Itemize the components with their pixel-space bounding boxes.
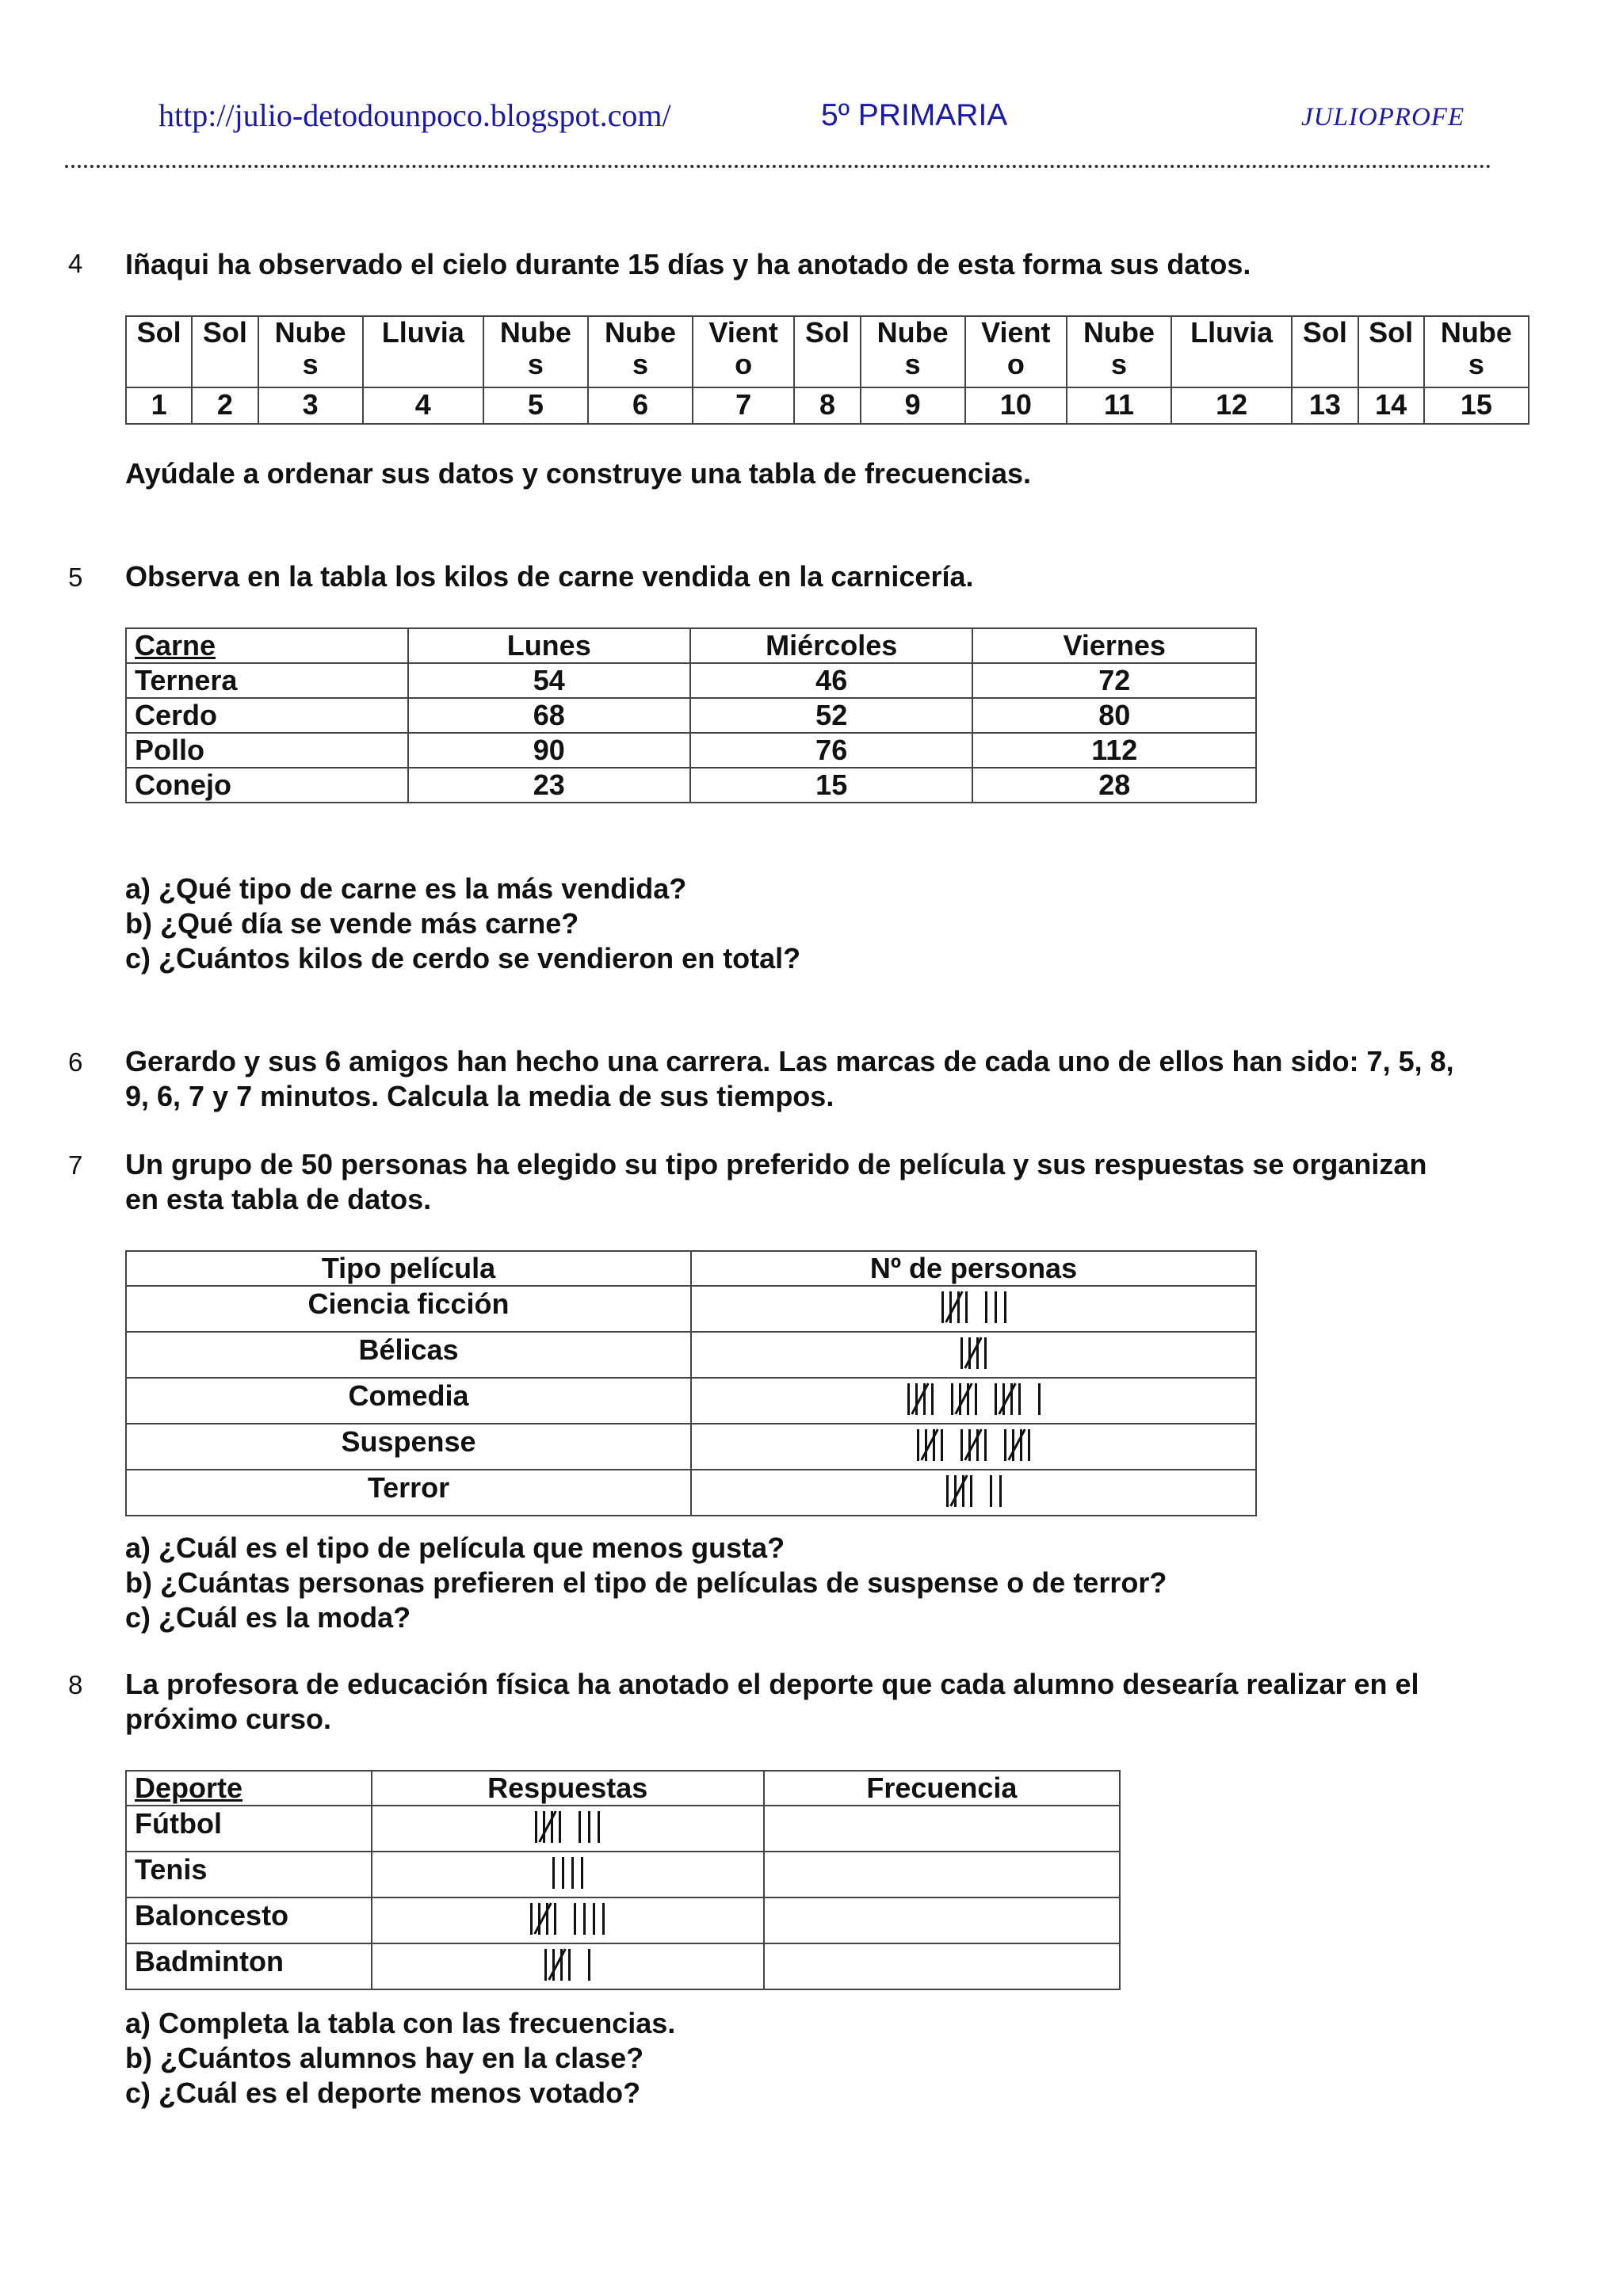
weather-day-number: 4	[363, 387, 483, 424]
meat-value: 80	[972, 698, 1256, 733]
movie-row	[126, 1332, 1256, 1378]
sport-label: Tenis	[126, 1852, 372, 1897]
question-7-line-1: Un grupo de 50 personas ha elegido su tipo preferido de película y sus respuestas se organizan	[125, 1148, 1427, 1180]
weather-label: Vient o	[965, 316, 1067, 387]
header-author: JULIOPROFE	[1301, 103, 1465, 132]
sport-tally	[372, 1897, 764, 1943]
meat-header-miercoles: Miércoles	[690, 628, 973, 663]
tally-marks	[946, 1474, 1002, 1508]
tally-stroke	[602, 1903, 605, 1935]
meat-value: 68	[408, 698, 690, 733]
tally-stroke	[931, 1383, 934, 1415]
weather-day-number: 1	[126, 387, 192, 424]
tally-stroke	[960, 1429, 963, 1461]
tally-stroke	[562, 1857, 564, 1889]
tally-stroke	[583, 1903, 586, 1935]
movie-header-people: Nº de personas	[691, 1251, 1256, 1286]
tally-group-of-five	[544, 1949, 571, 1981]
weather-day-number: 2	[192, 387, 258, 424]
tally-stroke	[984, 1429, 987, 1461]
movie-label: Terror	[126, 1470, 691, 1516]
meat-value: 76	[690, 733, 973, 768]
question-6-number: 6	[68, 1047, 83, 1077]
weather-day-number: 15	[1424, 387, 1529, 424]
meat-value: 72	[972, 663, 1256, 698]
weather-day-number: 8	[794, 387, 860, 424]
tally-stroke	[588, 1949, 590, 1981]
question-8-b: b) ¿Cuántos alumnos hay en la clase?	[125, 2042, 644, 2074]
tally-stroke	[1018, 1383, 1021, 1415]
tally-marks	[552, 1855, 583, 1890]
tally-remainder	[579, 1811, 600, 1843]
tally-stroke	[1004, 1291, 1006, 1323]
tally-stroke	[1004, 1429, 1006, 1461]
weather-day-number: 5	[483, 387, 588, 424]
question-5-text: Observa en la tabla los kilos de carne vendida en la carnicería.	[125, 560, 974, 593]
question-7-a: a) ¿Cuál es el tipo de película que menos gusta?	[125, 1531, 785, 1564]
tally-stroke	[917, 1429, 919, 1461]
meat-row	[126, 698, 1256, 733]
tally-group-of-five	[1004, 1429, 1030, 1461]
tally-cross-stroke	[945, 1291, 963, 1322]
meat-value: 28	[972, 768, 1256, 803]
movie-tally	[691, 1378, 1256, 1424]
weather-days-row	[126, 387, 1529, 424]
weather-table	[125, 315, 1529, 425]
tally-cross-stroke	[964, 1428, 982, 1460]
tally-stroke	[554, 1903, 556, 1935]
tally-marks	[960, 1336, 987, 1371]
question-7-line-2: en esta tabla de datos.	[125, 1183, 432, 1215]
question-7-b: b) ¿Cuántas personas prefieren el tipo de películas de suspense o de terror?	[125, 1566, 1167, 1599]
tally-cross-stroke	[1007, 1428, 1025, 1460]
tally-group-of-five	[941, 1291, 968, 1323]
question-7-number: 7	[68, 1150, 83, 1180]
question-8-line-1: La profesora de educación física ha anotado el deporte que cada alumno desearía realizar en el	[125, 1668, 1419, 1700]
sport-frequency-blank[interactable]	[764, 1943, 1120, 1989]
weather-label: Nube s	[483, 316, 588, 387]
tally-remainder	[588, 1949, 590, 1981]
sport-tally	[372, 1943, 764, 1989]
sport-frequency-blank[interactable]	[764, 1806, 1120, 1852]
tally-stroke	[984, 1337, 987, 1369]
weather-label: Sol	[794, 316, 860, 387]
weather-day-number: 14	[1358, 387, 1424, 424]
sport-header-deporte: Deporte	[126, 1771, 372, 1806]
weather-day-number: 3	[258, 387, 363, 424]
tally-cross-stroke	[998, 1383, 1016, 1414]
meat-header-carne: Carne	[126, 628, 408, 663]
sport-tally	[372, 1806, 764, 1852]
tally-stroke	[960, 1337, 963, 1369]
sport-row	[126, 1897, 1120, 1943]
tally-cross-stroke	[954, 1383, 972, 1414]
tally-marks	[907, 1382, 1041, 1417]
tally-stroke	[571, 1857, 574, 1889]
sport-label: Badminton	[126, 1943, 372, 1989]
movie-row	[126, 1470, 1256, 1516]
tally-stroke	[995, 1383, 997, 1415]
meat-header-viernes: Viernes	[972, 628, 1256, 663]
weather-labels-row	[126, 316, 1529, 387]
meat-value: 15	[690, 768, 973, 803]
weather-day-number: 6	[588, 387, 693, 424]
movie-row	[126, 1286, 1256, 1332]
tally-stroke	[941, 1291, 944, 1323]
tally-cross-stroke	[548, 1948, 567, 1980]
tally-marks	[941, 1290, 1006, 1325]
tally-stroke	[574, 1903, 576, 1935]
tally-stroke	[581, 1857, 583, 1889]
tally-stroke	[951, 1383, 953, 1415]
question-5-b: b) ¿Qué día se vende más carne?	[125, 907, 579, 940]
tally-stroke	[593, 1903, 595, 1935]
tally-remainder	[574, 1903, 605, 1935]
tally-group-of-five	[951, 1383, 977, 1415]
weather-label: Sol	[126, 316, 192, 387]
weather-label: Nube s	[861, 316, 965, 387]
movie-tally	[691, 1424, 1256, 1470]
question-6-line-2: 9, 6, 7 y 7 minutos. Calcula la media de sus tiempos.	[125, 1080, 834, 1112]
meat-label: Pollo	[126, 733, 408, 768]
question-8-number: 8	[68, 1670, 83, 1699]
meat-label: Conejo	[126, 768, 408, 803]
meat-value: 52	[690, 698, 973, 733]
question-7-c: c) ¿Cuál es la moda?	[125, 1601, 411, 1634]
movie-header-row	[126, 1251, 1256, 1286]
weather-label: Vient o	[693, 316, 794, 387]
weather-label: Nube s	[258, 316, 363, 387]
tally-stroke	[985, 1291, 987, 1323]
meat-label: Cerdo	[126, 698, 408, 733]
question-8-line-2: próximo curso.	[125, 1703, 332, 1735]
tally-stroke	[907, 1383, 910, 1415]
movie-row	[126, 1424, 1256, 1470]
question-8-c: c) ¿Cuál es el deporte menos votado?	[125, 2077, 641, 2109]
tally-stroke	[588, 1811, 590, 1843]
sport-header-row	[126, 1771, 1120, 1806]
question-5-number: 5	[68, 563, 83, 592]
weather-day-number: 9	[861, 387, 965, 424]
tally-stroke	[999, 1475, 1002, 1507]
sport-tally	[372, 1852, 764, 1897]
question-6-line-1: Gerardo y sus 6 amigos han hecho una carrera. Las marcas de cada uno de ellos han sido: 7, 5, 8,	[125, 1045, 1454, 1077]
tally-stroke	[598, 1811, 600, 1843]
tally-cross-stroke	[920, 1428, 938, 1460]
tally-group-of-five	[960, 1337, 987, 1369]
movie-label: Bélicas	[126, 1332, 691, 1378]
tally-stroke	[579, 1811, 581, 1843]
sport-frequency-blank[interactable]	[764, 1897, 1120, 1943]
tally-remainder	[552, 1857, 583, 1889]
meat-value: 46	[690, 663, 973, 698]
tally-marks	[917, 1428, 1030, 1463]
tally-remainder	[990, 1475, 1002, 1507]
header-grade: 5º PRIMARIA	[821, 98, 1008, 132]
weather-day-number: 12	[1171, 387, 1292, 424]
sport-row	[126, 1943, 1120, 1989]
tally-stroke	[1028, 1429, 1030, 1461]
tally-stroke	[552, 1857, 555, 1889]
sport-frequency-blank[interactable]	[764, 1852, 1120, 1897]
weather-label: Lluvia	[1171, 316, 1292, 387]
header-link[interactable]: http://julio-detodounpoco.blogspot.com/	[158, 97, 671, 133]
tally-stroke	[970, 1475, 972, 1507]
tally-group-of-five	[960, 1429, 987, 1461]
tally-cross-stroke	[964, 1337, 982, 1368]
tally-remainder	[1038, 1383, 1041, 1415]
weather-day-number: 11	[1067, 387, 1171, 424]
weather-label: Sol	[1292, 316, 1358, 387]
question-5-c: c) ¿Cuántos kilos de cerdo se vendieron en total?	[125, 942, 801, 974]
movie-label: Comedia	[126, 1378, 691, 1424]
meat-row	[126, 733, 1256, 768]
tally-stroke	[965, 1291, 968, 1323]
movie-table	[125, 1250, 1257, 1516]
meat-row	[126, 768, 1256, 803]
tally-cross-stroke	[911, 1383, 929, 1414]
sport-header-respuestas: Respuestas	[372, 1771, 764, 1806]
question-4-text: Iñaqui ha observado el cielo durante 15 días y ha anotado de esta forma sus datos.	[125, 248, 1251, 280]
meat-header-row	[126, 628, 1256, 663]
meat-value: 54	[408, 663, 690, 698]
movie-header-type: Tipo película	[126, 1251, 691, 1286]
movie-label: Ciencia ficción	[126, 1286, 691, 1332]
tally-marks	[530, 1901, 605, 1936]
weather-day-number: 13	[1292, 387, 1358, 424]
tally-stroke	[568, 1949, 571, 1981]
sport-header-frecuencia: Frecuencia	[764, 1771, 1120, 1806]
tally-cross-stroke	[539, 1810, 557, 1842]
meat-row	[126, 663, 1256, 698]
tally-stroke	[559, 1811, 561, 1843]
question-5-a: a) ¿Qué tipo de carne es la más vendida?	[125, 872, 687, 905]
tally-stroke	[544, 1949, 547, 1981]
tally-stroke	[995, 1291, 997, 1323]
weather-label: Nube s	[1067, 316, 1171, 387]
tally-cross-stroke	[534, 1902, 552, 1934]
question-8-a: a) Completa la tabla con las frecuencias.	[125, 2007, 676, 2039]
tally-group-of-five	[530, 1903, 556, 1935]
weather-label: Nube s	[588, 316, 693, 387]
sport-label: Fútbol	[126, 1806, 372, 1852]
header-divider	[65, 165, 1491, 168]
question-4-number: 4	[68, 249, 83, 278]
meat-label: Ternera	[126, 663, 408, 698]
tally-stroke	[946, 1475, 949, 1507]
meat-table	[125, 627, 1257, 803]
tally-group-of-five	[917, 1429, 943, 1461]
tally-stroke	[941, 1429, 943, 1461]
movie-label: Suspense	[126, 1424, 691, 1470]
weather-label: Sol	[1358, 316, 1424, 387]
sport-label: Baloncesto	[126, 1897, 372, 1943]
meat-header-lunes: Lunes	[408, 628, 690, 663]
weather-label: Lluvia	[363, 316, 483, 387]
weather-label: Sol	[192, 316, 258, 387]
tally-group-of-five	[907, 1383, 934, 1415]
movie-row	[126, 1378, 1256, 1424]
question-4-instruction: Ayúdale a ordenar sus datos y construye una tabla de frecuencias.	[125, 457, 1032, 490]
tally-stroke	[530, 1903, 533, 1935]
sport-table	[125, 1770, 1121, 1990]
meat-value: 90	[408, 733, 690, 768]
tally-stroke	[975, 1383, 977, 1415]
tally-marks	[544, 1947, 590, 1982]
movie-tally	[691, 1332, 1256, 1378]
tally-group-of-five	[946, 1475, 972, 1507]
tally-stroke	[535, 1811, 537, 1843]
movie-tally	[691, 1470, 1256, 1516]
meat-value: 23	[408, 768, 690, 803]
movie-tally	[691, 1286, 1256, 1332]
weather-day-number: 10	[965, 387, 1067, 424]
tally-remainder	[985, 1291, 1006, 1323]
meat-value: 112	[972, 733, 1256, 768]
tally-group-of-five	[995, 1383, 1021, 1415]
tally-stroke	[990, 1475, 992, 1507]
weather-label: Nube s	[1424, 316, 1529, 387]
tally-group-of-five	[535, 1811, 561, 1843]
tally-stroke	[1038, 1383, 1041, 1415]
tally-cross-stroke	[949, 1474, 968, 1506]
weather-day-number: 7	[693, 387, 794, 424]
sport-row	[126, 1806, 1120, 1852]
tally-marks	[535, 1810, 600, 1844]
sport-row	[126, 1852, 1120, 1897]
